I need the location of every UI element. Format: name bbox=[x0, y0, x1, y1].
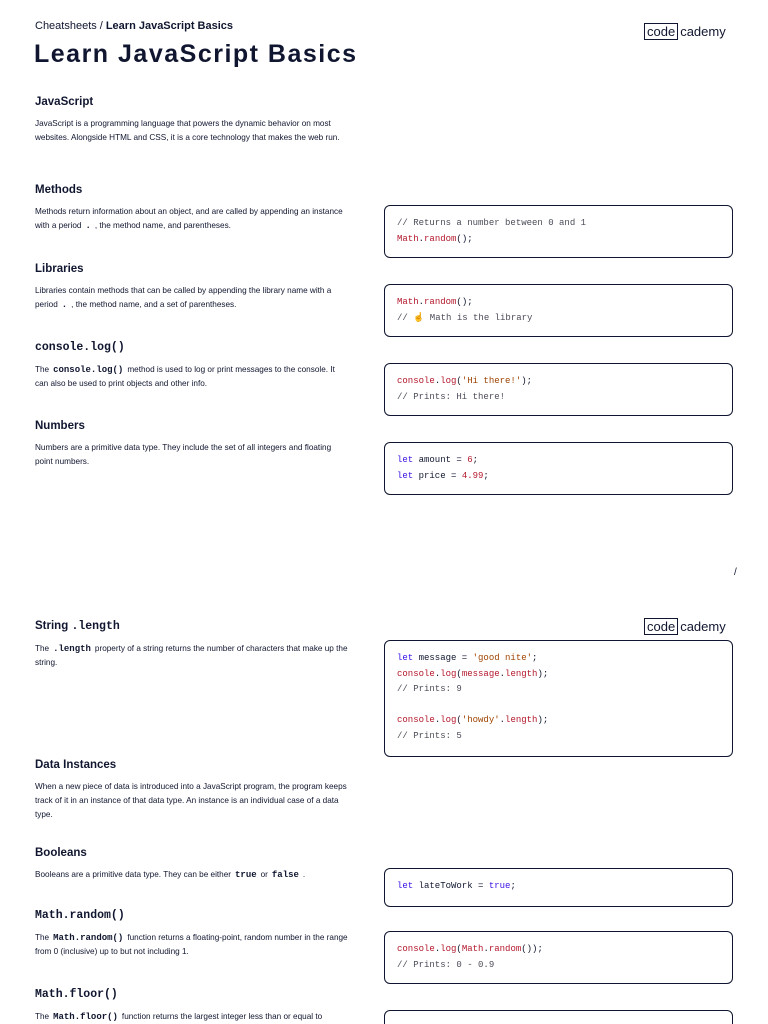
code-token: . bbox=[434, 376, 441, 386]
desc-text: Methods return information about an object, and are called by appending an instance with a period bbox=[35, 207, 343, 230]
code-line bbox=[397, 651, 720, 667]
section-description bbox=[35, 1010, 350, 1024]
code-token: . bbox=[499, 715, 506, 725]
logo-rest-text: cademy bbox=[680, 24, 726, 39]
code-line bbox=[397, 667, 720, 683]
desc-text: , the method name, and a set of parentheses. bbox=[71, 300, 237, 309]
code-token: console bbox=[397, 376, 435, 386]
inline-code: Math.random() bbox=[53, 933, 124, 943]
code-line bbox=[397, 469, 720, 485]
inline-code: . bbox=[85, 221, 91, 231]
section-description: JavaScript is a programming language that powers the dynamic behavior on most websites. Alongside HTML and CSS, it is a core technology that makes the web run. bbox=[35, 119, 340, 142]
code-token: ); bbox=[537, 715, 549, 725]
section-description bbox=[35, 284, 350, 312]
section-description: Numbers are a primitive data type. They include the set of all integers and floating point numbers. bbox=[35, 443, 332, 466]
code-token: 4.99 bbox=[461, 470, 484, 481]
logo-rest-text: cademy bbox=[680, 619, 726, 634]
code-token: ; bbox=[472, 455, 479, 465]
code-token: log bbox=[440, 944, 457, 954]
code-token: ; bbox=[510, 881, 516, 891]
code-token: 'howdy' bbox=[461, 715, 500, 725]
code-token: (); bbox=[456, 297, 473, 307]
section-description bbox=[35, 642, 350, 670]
code-token: ; bbox=[483, 470, 489, 481]
desc-text: The bbox=[35, 365, 50, 374]
section-title: Methods bbox=[35, 184, 83, 196]
code-token: ); bbox=[521, 376, 533, 386]
code-token: console bbox=[397, 944, 435, 954]
desc-text: method is used to log or print messages to the console. It can also be used to print objects and other info. bbox=[35, 365, 335, 388]
desc-text: function returns the largest integer less than or equal to bbox=[121, 1012, 323, 1021]
code-line: // Returns a number between 0 and 1 bbox=[397, 218, 587, 228]
code-line bbox=[397, 879, 720, 895]
code-line bbox=[397, 232, 720, 248]
desc-text: Booleans are a primitive data type. They can be either bbox=[35, 870, 232, 879]
desc-text: The bbox=[35, 933, 50, 942]
code-token: ()); bbox=[521, 944, 543, 954]
section-description bbox=[35, 205, 350, 233]
code-line: // Prints: 9 bbox=[397, 684, 462, 694]
section-javascript bbox=[35, 95, 350, 145]
page-title: Learn JavaScript Basics bbox=[34, 40, 358, 68]
section-string-length bbox=[35, 619, 350, 670]
code-block-math-floor bbox=[384, 1010, 733, 1024]
code-line bbox=[397, 942, 720, 958]
code-block-numbers bbox=[384, 442, 733, 495]
code-token: . bbox=[434, 668, 441, 679]
code-line: // Prints: 5 bbox=[397, 730, 462, 741]
code-token: Math bbox=[461, 944, 484, 954]
code-line bbox=[397, 295, 720, 311]
desc-text: Libraries contain methods that can be called by appending the library name with a period bbox=[35, 286, 332, 309]
code-token: . bbox=[418, 233, 425, 244]
section-description bbox=[35, 363, 350, 391]
code-token: console bbox=[397, 715, 435, 725]
code-token: . bbox=[483, 944, 489, 954]
section-title: console.log() bbox=[35, 341, 125, 354]
inline-code: Math.floor() bbox=[53, 1012, 118, 1022]
section-data-instances bbox=[35, 758, 350, 822]
page-marker: / bbox=[734, 567, 737, 578]
code-token: 'Hi there!' bbox=[461, 376, 522, 386]
inline-code: .length bbox=[53, 644, 91, 654]
code-block-methods bbox=[384, 205, 733, 258]
title-text: String bbox=[35, 620, 69, 632]
inline-code: . bbox=[61, 300, 68, 310]
code-token: . bbox=[434, 715, 441, 725]
section-booleans bbox=[35, 846, 350, 882]
code-token: . bbox=[434, 944, 441, 954]
section-numbers bbox=[35, 419, 350, 469]
code-line: // Prints: 0 - 0.9 bbox=[397, 959, 495, 970]
inline-code: false bbox=[271, 870, 299, 880]
title-code: .length bbox=[71, 620, 120, 633]
code-token: let bbox=[397, 653, 414, 663]
code-token: Math bbox=[397, 233, 419, 244]
code-block-libraries bbox=[384, 284, 733, 337]
breadcrumb-current: Learn JavaScript Basics bbox=[105, 20, 234, 32]
desc-text: The bbox=[35, 1012, 50, 1021]
code-token: true bbox=[488, 881, 511, 891]
section-title: Data Instances bbox=[35, 759, 117, 771]
code-line: // Prints: Hi there! bbox=[397, 391, 506, 402]
breadcrumb-link-cheatsheets[interactable]: Cheatsheets bbox=[35, 20, 97, 32]
code-token: log bbox=[440, 376, 457, 386]
code-token: length bbox=[505, 715, 538, 725]
section-description: When a new piece of data is introduced into a JavaScript program, the program keeps track of it in an instance of that data type. An instance is an individual case of a data type. bbox=[35, 782, 347, 819]
desc-text: . bbox=[302, 870, 306, 879]
breadcrumb bbox=[35, 20, 233, 32]
code-token: random bbox=[488, 944, 522, 954]
code-line bbox=[397, 374, 720, 390]
section-title: Libraries bbox=[35, 263, 84, 275]
breadcrumb-separator: / bbox=[99, 20, 103, 32]
code-token: lateToWork = bbox=[413, 881, 489, 891]
section-title: Math.random() bbox=[35, 909, 125, 922]
code-token: let bbox=[397, 470, 414, 481]
code-token: 'good nite' bbox=[472, 653, 533, 663]
code-token: ( bbox=[456, 715, 462, 725]
desc-text: or bbox=[260, 870, 268, 879]
code-block-string-length bbox=[384, 640, 733, 757]
section-title: Booleans bbox=[35, 847, 87, 859]
code-token: . bbox=[499, 668, 506, 679]
logo-boxed-text: code bbox=[644, 618, 678, 635]
logo-boxed-text: code bbox=[644, 23, 678, 40]
code-token: ; bbox=[532, 653, 538, 663]
codecademy-logo[interactable] bbox=[644, 618, 726, 635]
codecademy-logo[interactable] bbox=[644, 23, 726, 40]
code-line bbox=[397, 453, 720, 469]
section-math-random bbox=[35, 909, 350, 959]
code-token: . bbox=[418, 297, 425, 307]
code-token: ( bbox=[456, 944, 462, 954]
section-title: Math.floor() bbox=[35, 988, 118, 1001]
section-title: JavaScript bbox=[35, 96, 94, 108]
code-token: ( bbox=[456, 376, 462, 386]
section-title: Numbers bbox=[35, 420, 85, 432]
inline-code: console.log() bbox=[53, 365, 124, 375]
code-token: random bbox=[424, 297, 457, 307]
code-block-booleans bbox=[384, 868, 733, 907]
code-token: (); bbox=[456, 233, 473, 244]
code-token: let bbox=[397, 455, 414, 465]
code-token: let bbox=[397, 881, 414, 891]
code-block-math-random bbox=[384, 931, 733, 984]
code-token: 6 bbox=[467, 455, 473, 465]
code-token: log bbox=[440, 715, 457, 725]
desc-text: function returns a floating-point, random number in the range from 0 (inclusive) up to but not including 1. bbox=[35, 933, 348, 956]
code-block-console-log bbox=[384, 363, 733, 416]
desc-text: , the method name, and parentheses. bbox=[94, 221, 231, 230]
code-token: ( bbox=[456, 668, 462, 679]
section-title bbox=[35, 619, 350, 634]
code-token: message = bbox=[413, 653, 473, 663]
desc-text: property of a string returns the number of characters that make up the string. bbox=[35, 644, 348, 667]
code-line: // ☝️ Math is the library bbox=[397, 312, 533, 323]
inline-code: true bbox=[235, 870, 257, 880]
section-methods bbox=[35, 183, 350, 233]
code-token: console bbox=[397, 668, 435, 679]
code-blank-line bbox=[397, 698, 720, 714]
code-token: random bbox=[424, 233, 457, 244]
desc-text: The bbox=[35, 644, 50, 653]
section-math-floor bbox=[35, 988, 350, 1024]
code-token: message bbox=[461, 668, 500, 679]
code-token: ); bbox=[537, 668, 549, 679]
section-console-log bbox=[35, 341, 350, 391]
section-description bbox=[35, 931, 350, 959]
code-token: log bbox=[440, 668, 457, 679]
code-token: Math bbox=[397, 297, 419, 307]
code-token: length bbox=[505, 668, 538, 679]
section-description bbox=[35, 868, 350, 882]
code-line bbox=[397, 713, 720, 729]
code-token: amount = bbox=[413, 455, 468, 465]
section-libraries bbox=[35, 262, 350, 312]
code-token: price = bbox=[413, 470, 462, 481]
